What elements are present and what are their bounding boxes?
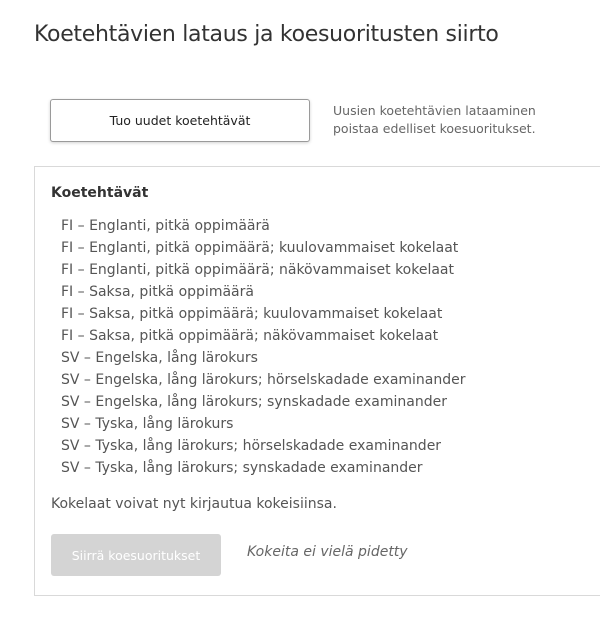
exam-list-item: FI – Saksa, pitkä oppimäärä; kuulovammaiset kokelaat [61, 306, 443, 322]
page-title: Koetehtävien lataus ja koesuoritusten siirto [34, 22, 499, 47]
exam-list-item: SV – Tyska, lång lärokurs; hörselskadade examinander [61, 438, 442, 454]
exam-list-item: FI – Englanti, pitkä oppimäärä; näkövammaiset kokelaat [61, 262, 455, 278]
exam-list-item: FI – Englanti, pitkä oppimäärä [61, 218, 270, 234]
login-status-note: Kokelaat voivat nyt kirjautua kokeisiinsa. [51, 496, 337, 512]
exam-list-item: SV – Engelska, lång lärokurs [61, 350, 258, 366]
exam-list-item: FI – Saksa, pitkä oppimäärä [61, 284, 254, 300]
import-warning-note: Uusien koetehtävien lataaminen poistaa edelliset koesuoritukset. [333, 103, 536, 136]
import-exams-button[interactable]: Tuo uudet koetehtävät [50, 99, 310, 142]
exam-list-item: SV – Engelska, lång lärokurs; hörselskadade examinander [61, 372, 466, 388]
exam-panel [34, 166, 600, 596]
exam-list-item: FI – Englanti, pitkä oppimäärä; kuulovammaiset kokelaat [61, 240, 459, 256]
transfer-status-text: Kokeita ei vielä pidetty [247, 544, 408, 560]
exam-list-item: SV – Tyska, lång lärokurs [61, 416, 234, 432]
exam-list-item: FI – Saksa, pitkä oppimäärä; näkövammaiset kokelaat [61, 328, 439, 344]
exam-list-item: SV – Engelska, lång lärokurs; synskadade examinander [61, 394, 447, 410]
exam-list [61, 215, 466, 479]
exam-list-item: SV – Tyska, lång lärokurs; synskadade examinander [61, 460, 423, 476]
transfer-results-button[interactable]: Siirrä koesuoritukset [51, 534, 221, 576]
exam-list-heading: Koetehtävät [51, 185, 149, 201]
